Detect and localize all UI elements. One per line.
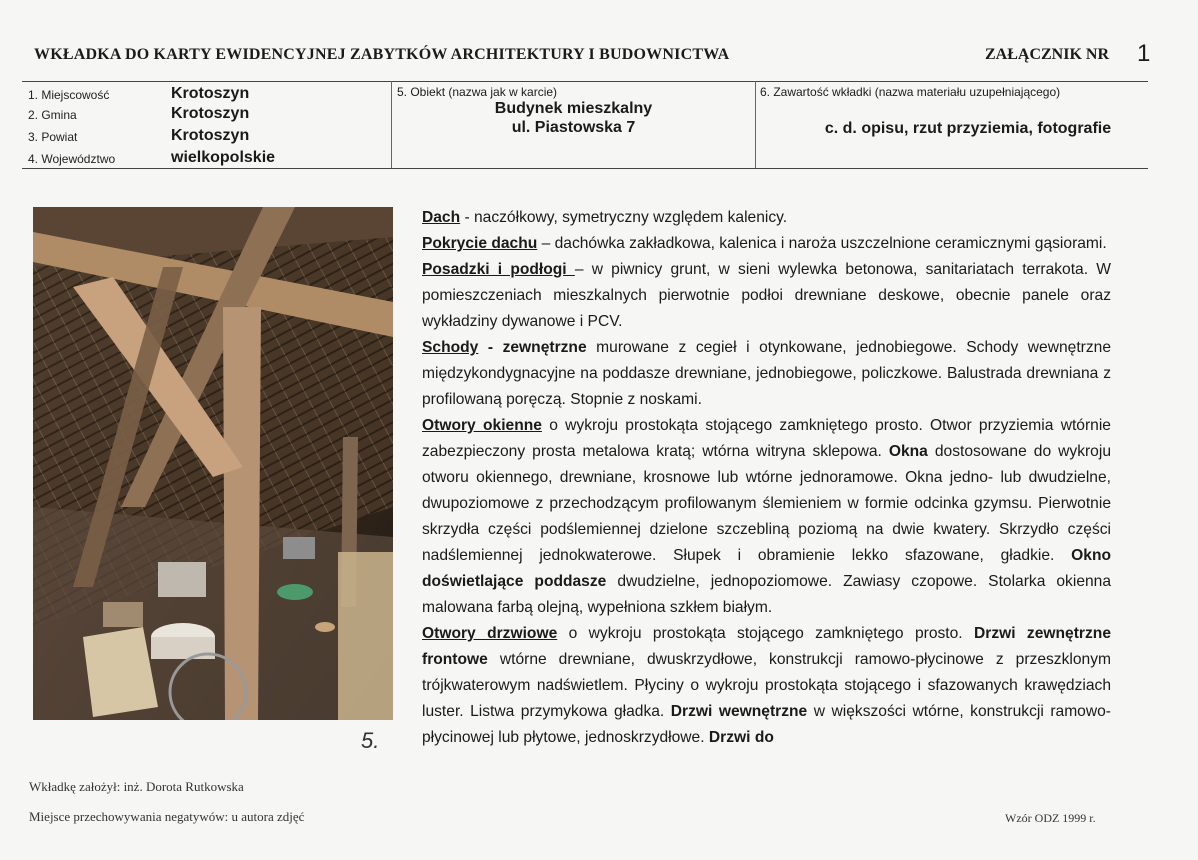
para-schody	[422, 335, 1111, 413]
label-gmina: 2. Gmina	[28, 108, 77, 122]
heading-pokrycie: Pokrycie dachu	[422, 235, 538, 252]
value-gmina: Krotoszyn	[171, 105, 250, 122]
text-otwory-2: dostosowane do wykroju otworu okiennego, drewniane, krosnowe lub wtórne jednoramowe. Okna jedno- lub dwudzielne, dwupoziomowe z przechodzącym profilowanym ślemieniem w formie odcinka gzymsu. Pierwotnie skrzydła części podślemiennej dzielone szczebliną poziomą na dwie kwatery. Skrzydło części nadślemiennej jednokwaterowe. Słupek i obramienie lekko sfazowane, gładkie.	[422, 443, 1111, 564]
description-text	[422, 205, 1111, 751]
para-otwory-okienne	[422, 413, 1111, 621]
annex-label: ZAŁĄCZNIK NR	[985, 46, 1110, 63]
heading-dach: Dach	[422, 209, 461, 226]
author-line: Wkładkę założył: inż. Dorota Rutkowska	[29, 779, 244, 794]
value-miejscowosc: Krotoszyn	[171, 85, 250, 102]
text-drzwi-1: o wykroju prostokąta stojącego zamkniętego prosto.	[557, 625, 974, 642]
heading-schody: Schody	[422, 339, 479, 356]
text-pokrycie: – dachówka zakładkowa, kalenica i naroża uszczelnione ceramicznymi gąsiorami.	[537, 235, 1107, 252]
text-drzwi-3: w większości wtórne, konstrukcji ramowo-płycinowej lub płytowe, jednoskrzydłowe.	[422, 703, 1111, 746]
template-line: Wzór ODZ 1999 r.	[1005, 811, 1096, 825]
heading-otwory-okienne: Otwory okienne	[422, 417, 542, 434]
text-otwory-3: dwudzielne, jednopoziomowe. Zawiasy czopowe. Stolarka okienna malowana farbą olejną, wypełniona szkłem białym.	[422, 573, 1112, 616]
attic-photo-drawing	[33, 207, 393, 720]
para-posadzki	[422, 257, 1111, 335]
annex-number: 1	[1137, 40, 1151, 67]
label-powiat: 3. Powiat	[28, 130, 78, 144]
photo-number: 5.	[361, 728, 380, 753]
attic-photo	[33, 207, 393, 720]
drzwi-front-bold: Drzwi zewnętrzne frontowe	[422, 625, 1111, 668]
value-powiat: Krotoszyn	[171, 127, 250, 144]
label-miejscowosc: 1. Miejscowość	[28, 88, 110, 102]
storage-line: Miejsce przechowywania negatywów: u autora zdjęć	[29, 809, 305, 824]
para-pokrycie	[422, 231, 1111, 257]
para-dach	[422, 205, 1111, 231]
drzwi-wewn-bold: Drzwi wewnętrzne	[670, 703, 808, 720]
object-label: 5. Obiekt (nazwa jak w karcie)	[397, 85, 558, 99]
contents-value: c. d. opisu, rzut przyziemia, fotografie	[824, 120, 1112, 137]
text-schody: murowane z cegieł i otynkowane, jednobiegowe. Schody wewnętrzne międzykondygnacyjne na poddasze drewniane, jednobiegowe, policzkowe. Balustrada drewniana z profilowaną poręczą. Stopnie z noskami.	[422, 339, 1111, 408]
schody-bold: zewnętrzne	[502, 339, 587, 356]
text-dach: - naczółkowy, symetryczny względem kalenicy.	[460, 209, 788, 226]
text-drzwi-2: wtórne drewniane, dwuskrzydłowe, konstrukcji ramowo-płycinowe z przeszklonym trójkwaterowym nadświetlem. Płyciny o wykroju prostokąta stojącego i sfazowanych krawędziach luster. Listwa przymykowa gładka.	[422, 651, 1111, 720]
drzwi-do-bold: Drzwi do	[708, 729, 774, 746]
heading-otwory-drzwiowe: Otwory drzwiowe	[422, 625, 558, 642]
object-name: Budynek mieszkalny	[494, 100, 653, 117]
heading-posadzki: Posadzki i podłogi	[422, 261, 575, 278]
schody-dash: -	[478, 339, 503, 356]
para-otwory-drzwiowe	[422, 621, 1111, 751]
text-otwory-1: o wykroju prostokąta stojącego zamkniętego prosto. Otwor przyziemia wtórnie zabezpieczony prosta metalowa kratą; wtórna witryna sklepowa.	[422, 417, 1111, 460]
okna-bold: Okna	[888, 443, 928, 460]
contents-label: 6. Zawartość wkładki (nazwa materiału uzupełniającego)	[760, 85, 1061, 99]
object-address: ul. Piastowska 7	[511, 119, 636, 136]
okno-bold: Okno doświetlające poddasze	[422, 547, 1111, 590]
document-title: WKŁADKA DO KARTY EWIDENCYJNEJ ZABYTKÓW ARCHITEKTURY I BUDOWNICTWA	[34, 46, 730, 63]
label-wojewodztwo: 4. Województwo	[28, 152, 116, 166]
header-bottom-rule	[22, 168, 1148, 169]
value-wojewodztwo: wielkopolskie	[171, 149, 276, 166]
header-top-rule	[22, 81, 1148, 82]
text-posadzki: – w piwnicy grunt, w sieni wylewka betonowa, sanitariatach terrakota. W pomieszczeniach mieszkalnych pierwotnie podłoi drewniane deskowe, obecnie panele oraz wykładziny dywanowe i PCV.	[422, 261, 1111, 330]
